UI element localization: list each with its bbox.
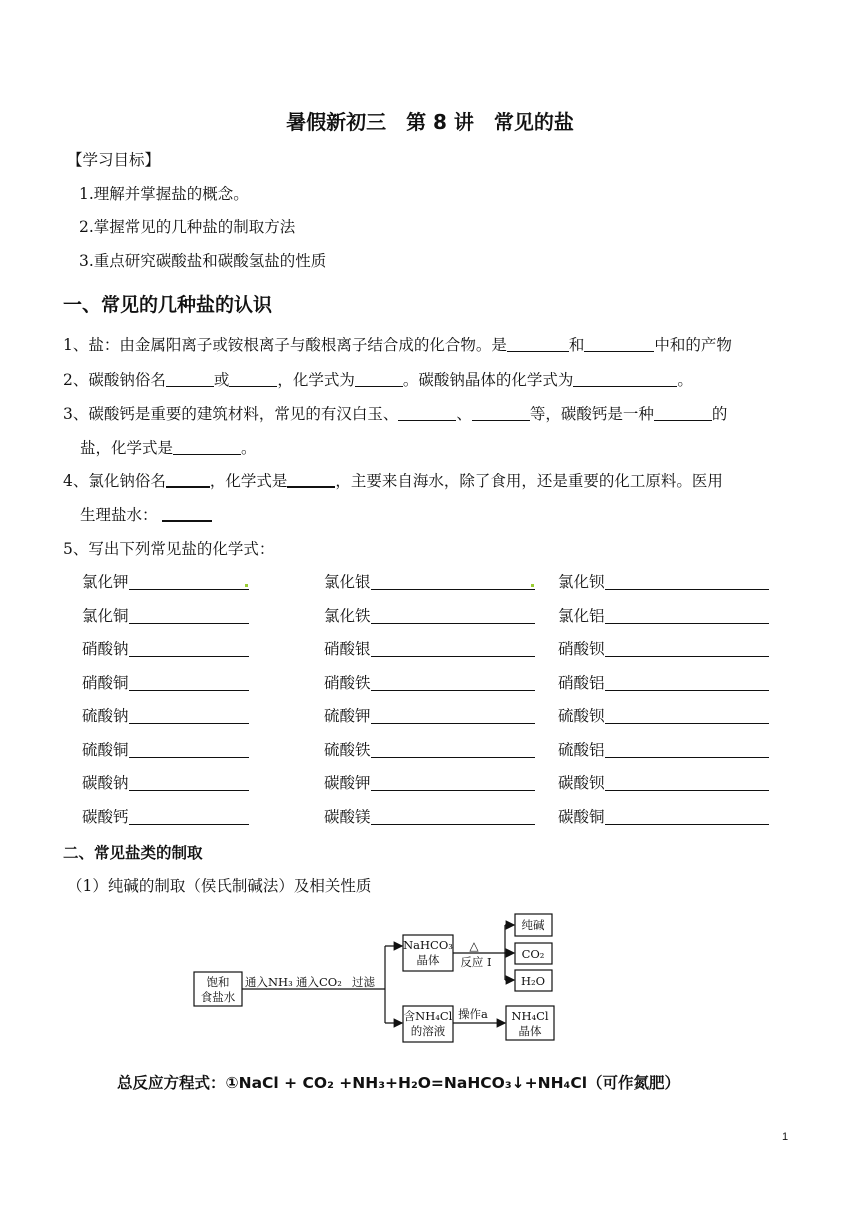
answer-blank[interactable] [472, 405, 530, 421]
answer-blank[interactable] [166, 471, 210, 488]
formula-blank[interactable] [605, 708, 769, 724]
objective-item: 3.重点研究碳酸盐和碳酸氢盐的性质 [79, 252, 327, 270]
salt-name: 碳酸钡 [558, 774, 605, 792]
salt-item [324, 805, 535, 827]
question-text: 的 [711, 405, 728, 423]
formula-blank[interactable] [371, 742, 535, 758]
salt-name: 硫酸钾 [324, 707, 371, 725]
salt-item [82, 704, 249, 726]
salt-item [324, 704, 535, 726]
formula-blank[interactable] [605, 675, 769, 691]
diagram-label: 纯碱 [521, 918, 545, 932]
diagram-label: 通入CO₂ [296, 975, 342, 989]
answer-blank[interactable] [573, 371, 677, 387]
diagram-label: 过滤 [352, 975, 375, 989]
salt-item [558, 805, 769, 827]
answer-blank[interactable] [229, 371, 277, 387]
diagram-label: 晶体 [518, 1024, 542, 1038]
salt-item [558, 738, 769, 760]
diagram-label: 反应 I [460, 955, 492, 969]
salt-item [558, 570, 769, 592]
diagram-label: H₂O [520, 974, 546, 988]
formula-blank[interactable] [129, 641, 249, 657]
formula-blank[interactable] [605, 742, 769, 758]
formula-blank[interactable] [371, 775, 535, 791]
salt-item [82, 738, 249, 760]
diagram-label: NaHCO₃ [403, 938, 453, 952]
answer-blank[interactable] [507, 336, 569, 352]
question-text: 生理盐水： [80, 506, 158, 524]
salt-item [558, 771, 769, 793]
formula-blank[interactable] [129, 675, 249, 691]
salt-item [82, 771, 249, 793]
salt-name: 硫酸钡 [558, 707, 605, 725]
question-3 [63, 402, 727, 424]
salt-name: 硝酸铜 [82, 673, 129, 692]
answer-blank[interactable] [173, 439, 241, 455]
subsection-heading: （1）纯碱的制取（侯氏制碱法）及相关性质 [67, 877, 372, 895]
formula-blank[interactable] [605, 641, 769, 657]
formula-blank[interactable] [129, 608, 249, 624]
salt-item [558, 604, 769, 626]
question-text: 3、碳酸钙是重要的建筑材料，常见的有汉白玉、 [63, 405, 399, 423]
question-text: 和 [568, 336, 585, 354]
salt-name: 氯化铁 [324, 606, 371, 625]
question-text: 2、碳酸钠俗名 [63, 371, 166, 389]
salt-item [82, 604, 249, 626]
diagram-label: 含NH₄Cl [403, 1009, 453, 1023]
formula-blank[interactable] [129, 742, 249, 758]
salt-item [82, 570, 248, 592]
question-text: 。 [241, 439, 257, 457]
salt-item [324, 738, 535, 760]
salt-name: 氯化钾 [82, 573, 129, 591]
page-number: 1 [782, 1131, 789, 1143]
diagram-label: 食盐水 [200, 990, 236, 1004]
salt-name: 硝酸银 [324, 640, 371, 658]
salt-name: 硝酸钡 [558, 640, 605, 658]
formula-blank[interactable] [605, 775, 769, 791]
formula-blank[interactable] [371, 708, 535, 724]
salt-item [558, 671, 769, 693]
salt-name: 硫酸钠 [82, 707, 129, 725]
salt-name: 碳酸钾 [324, 774, 371, 792]
salt-name: 硝酸铁 [324, 673, 371, 692]
salt-name: 硫酸铝 [558, 740, 605, 759]
salt-item [324, 771, 535, 793]
green-dot-mark [245, 584, 248, 587]
answer-blank[interactable] [654, 405, 712, 421]
formula-blank[interactable] [371, 641, 535, 657]
salt-name: 氯化钡 [558, 573, 605, 591]
solvay-process-diagram [190, 908, 570, 1048]
salt-item [324, 604, 535, 626]
salt-item [324, 671, 535, 693]
question-text: 1、盐：由金属阳离子或铵根离子与酸根离子结合成的化合物。是 [63, 336, 507, 354]
diagram-label: NH₄Cl [511, 1009, 549, 1023]
green-dot-mark [531, 584, 534, 587]
formula-blank[interactable] [129, 775, 249, 791]
section-heading: 一、常见的几种盐的认识 [63, 294, 273, 316]
diagram-label: 饱和 [206, 975, 230, 989]
section-heading: 二、常见盐类的制取 [63, 844, 203, 862]
formula-blank[interactable] [605, 809, 769, 825]
formula-blank[interactable] [129, 809, 249, 825]
formula-blank[interactable] [129, 574, 249, 590]
question-3-cont [80, 436, 257, 458]
salt-name: 碳酸钙 [82, 807, 129, 826]
formula-blank[interactable] [605, 608, 769, 624]
answer-blank[interactable] [162, 505, 212, 522]
question-text: ，化学式是 [209, 472, 288, 490]
salt-name: 硝酸钠 [82, 640, 129, 658]
objective-item: 2.掌握常见的几种盐的制取方法 [79, 218, 296, 236]
salt-name: 氯化铜 [82, 606, 129, 625]
salt-name: 硝酸铝 [558, 673, 605, 692]
salt-name: 碳酸钠 [82, 774, 129, 792]
diagram-label: 通入NH₃ [245, 975, 293, 989]
answer-blank[interactable] [398, 405, 456, 421]
answer-blank[interactable] [355, 371, 403, 387]
diagram-label: 的溶液 [410, 1024, 446, 1038]
salt-item [82, 637, 249, 659]
heat-symbol: △ [469, 939, 479, 953]
question-text: 或 [213, 371, 230, 389]
salt-item [82, 671, 249, 693]
total-reaction-equation: 总反应方程式：①NaCl + CO₂ +NH₃+H₂O=NaHCO₃↓+NH₄Cl（可作氮肥） [117, 1074, 681, 1092]
question-4-cont [80, 503, 212, 525]
question-text: 、 [456, 405, 472, 423]
diagram-label: 操作a [458, 1007, 488, 1021]
question-2 [63, 368, 693, 390]
salt-name: 碳酸铜 [558, 807, 605, 826]
answer-blank[interactable] [287, 471, 335, 488]
salt-item [82, 805, 249, 827]
question-4 [63, 469, 723, 491]
question-5: 5、写出下列常见盐的化学式： [63, 540, 275, 558]
question-text: 。 [677, 371, 693, 389]
formula-blank[interactable] [605, 574, 769, 590]
formula-blank[interactable] [371, 574, 535, 590]
question-text: ，主要来自海水，除了食用，还是重要的化工原料。医用 [335, 472, 723, 490]
salt-name: 硫酸铜 [82, 740, 129, 759]
diagram-label: 晶体 [416, 953, 440, 967]
salt-item [558, 704, 769, 726]
salt-name: 氯化银 [324, 573, 371, 591]
formula-blank[interactable] [371, 608, 535, 624]
answer-blank[interactable] [166, 371, 214, 387]
question-text: 中和的产物 [654, 336, 732, 354]
salt-item [324, 570, 534, 592]
salt-name: 碳酸镁 [324, 807, 371, 826]
question-text: 等，碳酸钙是一种 [529, 405, 654, 423]
question-text: 。碳酸钠晶体的化学式为 [402, 371, 574, 389]
question-text: 4、氯化钠俗名 [63, 472, 166, 490]
salt-item [558, 637, 769, 659]
salt-item [324, 637, 535, 659]
salt-name: 氯化铝 [558, 606, 605, 625]
question-text: ，化学式为 [277, 371, 355, 389]
answer-blank[interactable] [584, 336, 654, 352]
question-1 [63, 333, 732, 355]
formula-blank[interactable] [371, 809, 535, 825]
page-title: 暑假新初三 第 8 讲 常见的盐 [286, 110, 574, 134]
objectives-heading: 【学习目标】 [67, 151, 161, 169]
question-text: 盐，化学式是 [80, 439, 174, 457]
objective-item: 1.理解并掌握盐的概念。 [79, 185, 249, 203]
salt-name: 硫酸铁 [324, 740, 371, 759]
formula-blank[interactable] [129, 708, 249, 724]
formula-blank[interactable] [371, 675, 535, 691]
diagram-label: CO₂ [521, 947, 545, 961]
